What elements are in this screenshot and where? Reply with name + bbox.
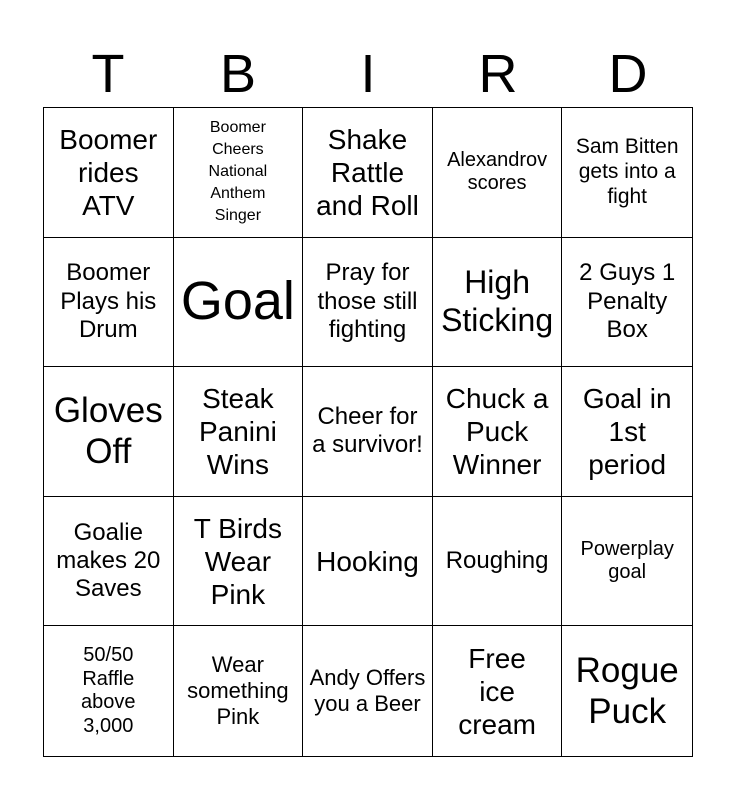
bingo-cell[interactable] — [44, 626, 174, 756]
cell-text: Boomer Cheers National Anthem Singer — [208, 119, 268, 225]
bingo-cell[interactable] — [174, 367, 304, 497]
bingo-cell[interactable] — [303, 497, 433, 627]
cell-text: Powerplay goal — [580, 537, 674, 584]
cell-text: Shake Rattle and Roll — [316, 123, 419, 221]
bingo-header — [43, 40, 693, 108]
bingo-cell[interactable] — [562, 626, 692, 756]
cell-text: T Birds Wear Pink — [193, 512, 282, 610]
cell-text: Roughing — [445, 546, 549, 574]
cell-text: Wear something Pink — [187, 652, 289, 730]
cell-text: Alexandrov scores — [447, 148, 548, 195]
bingo-cell[interactable] — [44, 497, 174, 627]
header-letter-b: B — [219, 44, 257, 104]
bingo-cell[interactable] — [303, 626, 433, 756]
cell-text: Goal — [180, 271, 295, 332]
bingo-cell[interactable] — [562, 238, 692, 368]
bingo-cell[interactable] — [433, 626, 563, 756]
bingo-grid — [43, 107, 693, 757]
cell-text: Steak Panini Wins — [198, 382, 277, 480]
cell-text: Pray for those still fighting — [317, 259, 418, 344]
bingo-cell[interactable] — [174, 238, 304, 368]
cell-text: Hooking — [316, 545, 419, 577]
bingo-cell[interactable] — [562, 497, 692, 627]
cell-text: Sam Bitten gets into a fight — [575, 135, 679, 208]
cell-text: High Sticking — [441, 264, 554, 338]
bingo-cell[interactable] — [562, 108, 692, 238]
cell-text: Boomer rides ATV — [59, 123, 158, 221]
cell-text: Cheer for a survivor! — [312, 403, 423, 459]
bingo-cell[interactable] — [562, 367, 692, 497]
header-letter-i: I — [360, 44, 376, 104]
cell-text: Gloves Off — [53, 391, 163, 472]
bingo-cell[interactable] — [44, 238, 174, 368]
bingo-cell[interactable] — [303, 108, 433, 238]
cell-text: 50/50 Raffle above 3,000 — [81, 644, 136, 737]
bingo-cell[interactable] — [303, 367, 433, 497]
bingo-cell[interactable] — [174, 626, 304, 756]
bingo-cell[interactable] — [433, 108, 563, 238]
header-letter-t: T — [91, 44, 125, 104]
bingo-cell[interactable] — [433, 367, 563, 497]
bingo-cell[interactable] — [174, 108, 304, 238]
cell-text: Andy Offers you a Beer — [309, 665, 426, 717]
cell-text: Goalie makes 20 Saves — [56, 518, 161, 603]
bingo-cell[interactable] — [174, 497, 304, 627]
cell-text: Goal in 1st period — [582, 382, 672, 480]
bingo-cell[interactable] — [433, 497, 563, 627]
cell-text: Boomer Plays his Drum — [60, 259, 157, 344]
bingo-cell[interactable] — [433, 238, 563, 368]
bingo-cell[interactable] — [44, 108, 174, 238]
bingo-cell[interactable] — [44, 367, 174, 497]
cell-text: 2 Guys 1 Penalty Box — [579, 259, 676, 344]
cell-text: Rogue Puck — [575, 650, 679, 732]
cell-text: Chuck a Puck Winner — [445, 382, 549, 480]
cell-text: Free ice cream — [458, 642, 536, 740]
header-letter-r: R — [478, 44, 518, 104]
bingo-cell[interactable] — [303, 238, 433, 368]
header-letter-d: D — [608, 44, 648, 104]
